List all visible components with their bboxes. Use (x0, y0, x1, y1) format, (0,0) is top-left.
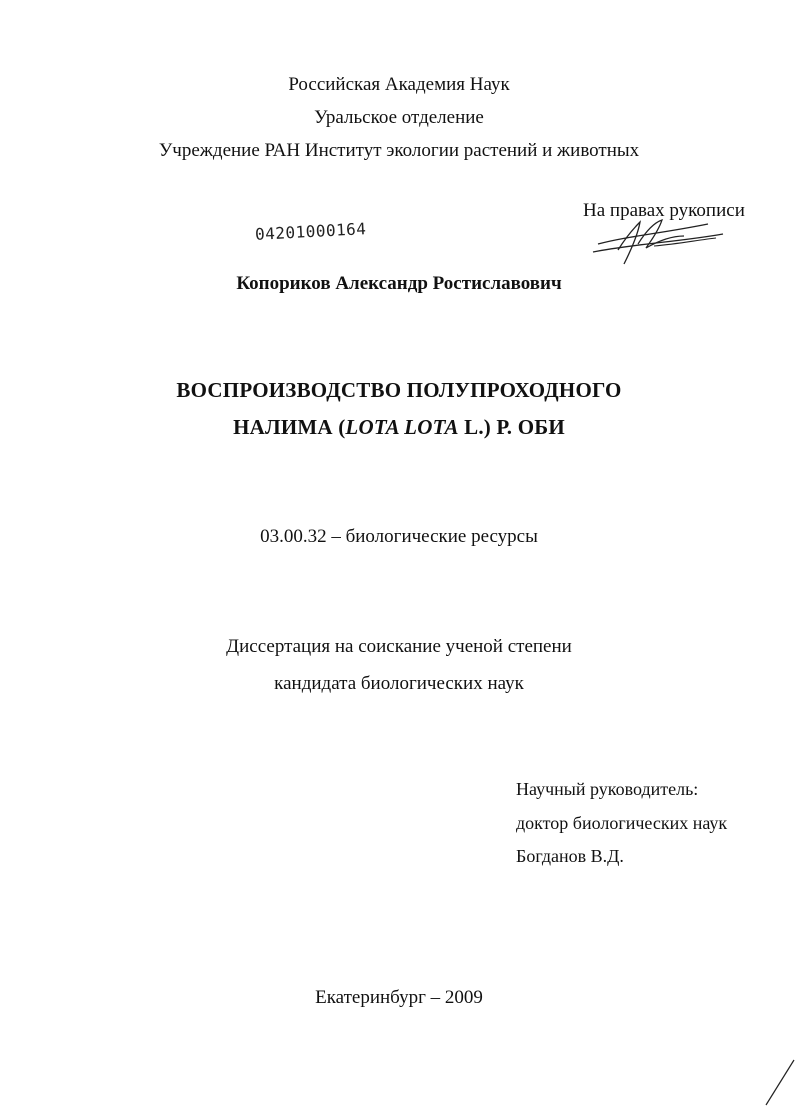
author-name: Копориков Александр Ростиславович (236, 273, 562, 294)
branch-name: Уральское отделение (314, 107, 484, 128)
title-suffix: L.) Р. ОБИ (458, 415, 565, 439)
place-year: Екатеринбург – 2009 (315, 987, 483, 1008)
institution-name: Учреждение РАН Институт экологии растений и животных (158, 140, 640, 161)
corner-slash-mark (758, 1058, 798, 1107)
thesis-title-line-1: ВОСПРОИЗВОДСТВО ПОЛУПРОХОДНОГО (176, 378, 622, 402)
supervisor-degree: доктор биологических наук (516, 813, 728, 833)
title-prefix: НАЛИМА ( (233, 415, 346, 439)
title-species-italic: LOTA LOTA (345, 415, 459, 439)
degree-line-1: Диссертация на соискание ученой степени (226, 636, 572, 657)
inventory-number: 04201000164 (254, 219, 367, 244)
signature-mark (588, 214, 738, 270)
degree-line-2: кандидата биологических наук (274, 673, 524, 694)
rights-note: На правах рукописи (583, 200, 745, 221)
thesis-title-line-2 (0, 415, 798, 439)
supervisor-name: Богданов В.Д. (516, 846, 624, 866)
academy-name: Российская Академия Наук (288, 74, 510, 95)
specialty-code: 03.00.32 – биологические ресурсы (260, 526, 538, 547)
supervisor-label: Научный руководитель: (516, 779, 699, 799)
